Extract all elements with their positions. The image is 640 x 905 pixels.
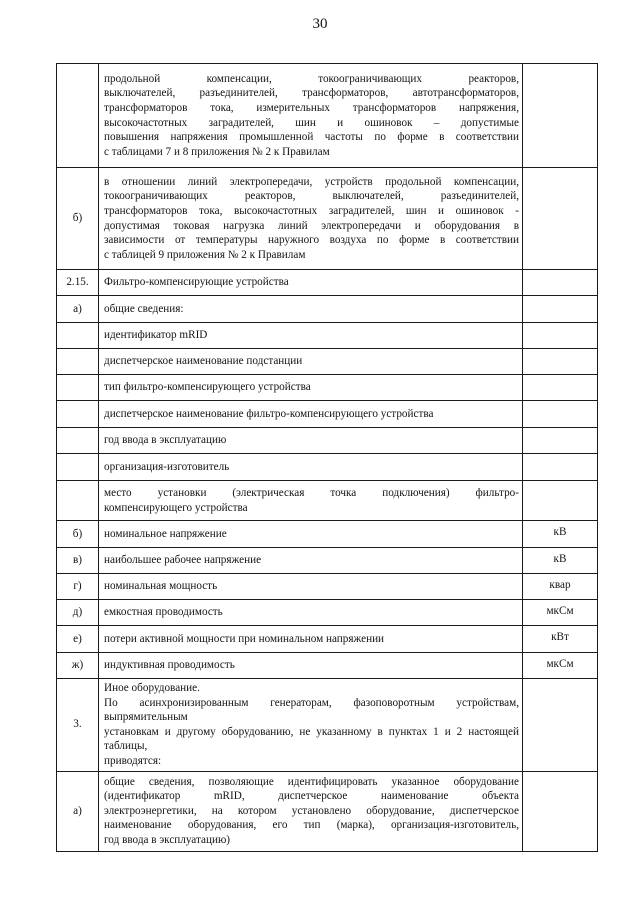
table-row (57, 626, 598, 653)
table-row (57, 296, 598, 323)
description-line: трансформаторов тока, высокочастотных заградителей, шин и ошиновок - (104, 204, 519, 217)
table-row (57, 481, 598, 521)
row-unit: кВ (523, 521, 598, 548)
row-number (57, 401, 99, 428)
description-line: компенсирующего устройства (104, 501, 248, 514)
description-line: емкостная проводимость (104, 606, 223, 619)
table-row (57, 653, 598, 679)
description-line: индуктивная проводимость (104, 659, 235, 672)
description-line: тип фильтро-компенсирующего устройства (104, 381, 311, 394)
row-number (57, 349, 99, 375)
row-number: д) (57, 600, 99, 626)
description-line: диспетчерское наименование подстанции (104, 355, 303, 368)
row-unit (523, 168, 598, 270)
row-number: 3. (57, 679, 99, 772)
page-number: 30 (312, 16, 328, 32)
description-line: идентификатор mRID (104, 329, 208, 342)
description-line: потери активной мощности при номинальном напряжении (104, 632, 385, 645)
description-line: продольной компенсации, токоограничивающих реакторов, (104, 72, 519, 85)
row-unit: кВ (523, 548, 598, 574)
row-number (57, 481, 99, 521)
row-number: в) (57, 548, 99, 574)
row-unit: квар (523, 574, 598, 600)
document-table (56, 63, 598, 852)
description-line: год ввода в эксплуатацию (104, 434, 227, 447)
table-row (57, 454, 598, 481)
description-line: Фильтро-компенсирующие устройства (104, 276, 289, 289)
description-line: общие сведения: (104, 302, 184, 315)
row-number (57, 454, 99, 481)
description-line: выключателей, разъединителей, трансформаторов, автотрансформаторов, (104, 87, 519, 100)
row-description (99, 349, 523, 375)
table-row (57, 349, 598, 375)
row-number: б) (57, 168, 99, 270)
description-line: наименование оборудования, его тип (марка), организация-изготовитель, (104, 819, 519, 832)
row-number: ж) (57, 653, 99, 679)
row-unit (523, 401, 598, 428)
description-line: зависимости от температуры наружного воздуха по форме в соответствии (104, 234, 519, 247)
description-line: приводятся: (104, 754, 162, 767)
row-description (99, 296, 523, 323)
row-description (99, 323, 523, 349)
description-line: высокочастотных заградителей, шин и ошиновок – допустимые (104, 116, 519, 129)
description-line: с таблицами 7 и 8 приложения № 2 к Правилам (104, 145, 330, 158)
row-unit (523, 296, 598, 323)
description-line: организация-изготовитель (104, 460, 230, 473)
row-unit (523, 481, 598, 521)
row-number (57, 323, 99, 349)
table-row (57, 600, 598, 626)
row-description (99, 600, 523, 626)
row-unit (523, 428, 598, 454)
row-number: е) (57, 626, 99, 653)
row-number: 2.15. (57, 270, 99, 296)
row-unit (523, 323, 598, 349)
description-line: общие сведения, позволяющие идентифицировать указанное оборудование (104, 775, 519, 788)
description-line: трансформаторов тока, измерительных трансформаторов напряжения, (104, 101, 519, 114)
row-description (99, 771, 523, 851)
description-line: в отношении линий электропередачи, устройств продольной компенсации, (104, 175, 519, 188)
row-description (99, 375, 523, 401)
table-row (57, 428, 598, 454)
table-row (57, 771, 598, 851)
table-row (57, 548, 598, 574)
description-line: Иное оборудование. (104, 682, 200, 694)
table-row (57, 323, 598, 349)
row-description (99, 168, 523, 270)
row-description (99, 521, 523, 548)
row-description (99, 653, 523, 679)
row-description (99, 481, 523, 521)
table-row (57, 375, 598, 401)
description-line: (идентификатор mRID, диспетчерское наименование объекта (104, 790, 519, 803)
row-description (99, 626, 523, 653)
row-unit (523, 64, 598, 168)
row-unit (523, 270, 598, 296)
description-line: место установки (электрическая точка подключения) фильтро- (104, 486, 519, 499)
table-row (57, 401, 598, 428)
table-row (57, 64, 598, 168)
description-line: номинальная мощность (104, 580, 218, 593)
row-description (99, 270, 523, 296)
description-line: год ввода в эксплуатацию) (104, 833, 231, 846)
table-row (57, 168, 598, 270)
table-row (57, 574, 598, 600)
description-line: повышения напряжения промышленной частоты по форме в соответствии (104, 131, 519, 144)
row-number (57, 375, 99, 401)
table-row (57, 270, 598, 296)
row-number: г) (57, 574, 99, 600)
row-description (99, 64, 523, 168)
row-unit (523, 771, 598, 851)
row-description (99, 454, 523, 481)
row-number: а) (57, 771, 99, 851)
row-unit (523, 679, 598, 772)
description-line: с таблицей 9 приложения № 2 к Правилам (104, 248, 306, 261)
description-line: диспетчерское наименование фильтро-компенсирующего устройства (104, 407, 434, 420)
row-unit: мкСм (523, 653, 598, 679)
table-row (57, 679, 598, 772)
row-description (99, 428, 523, 454)
row-description (99, 679, 523, 772)
table-row (57, 521, 598, 548)
row-number (57, 428, 99, 454)
row-unit (523, 454, 598, 481)
row-description (99, 548, 523, 574)
description-line: допустимая токовая нагрузка линий электропередачи и оборудования в (104, 219, 519, 232)
row-description (99, 574, 523, 600)
description-line: установкам и другому оборудованию, не указанному в пунктах 1 и 2 настоящей таблицы, (104, 725, 519, 753)
description-line: наибольшее рабочее напряжение (104, 554, 262, 567)
row-unit (523, 375, 598, 401)
description-line: номинальное напряжение (104, 527, 227, 540)
row-unit (523, 349, 598, 375)
row-number: б) (57, 521, 99, 548)
description-line: электроэнергетики, на котором установлено оборудование, диспетчерское (104, 804, 519, 817)
row-unit: кВт (523, 626, 598, 653)
row-number (57, 64, 99, 168)
description-line: токоограничивающих реакторов, выключателей, разъединителей, (104, 190, 519, 203)
description-line: По асинхронизированным генераторам, фазоповоротным устройствам, выпрямительным (104, 696, 519, 724)
row-unit: мкСм (523, 600, 598, 626)
row-number: а) (57, 296, 99, 323)
row-description (99, 401, 523, 428)
